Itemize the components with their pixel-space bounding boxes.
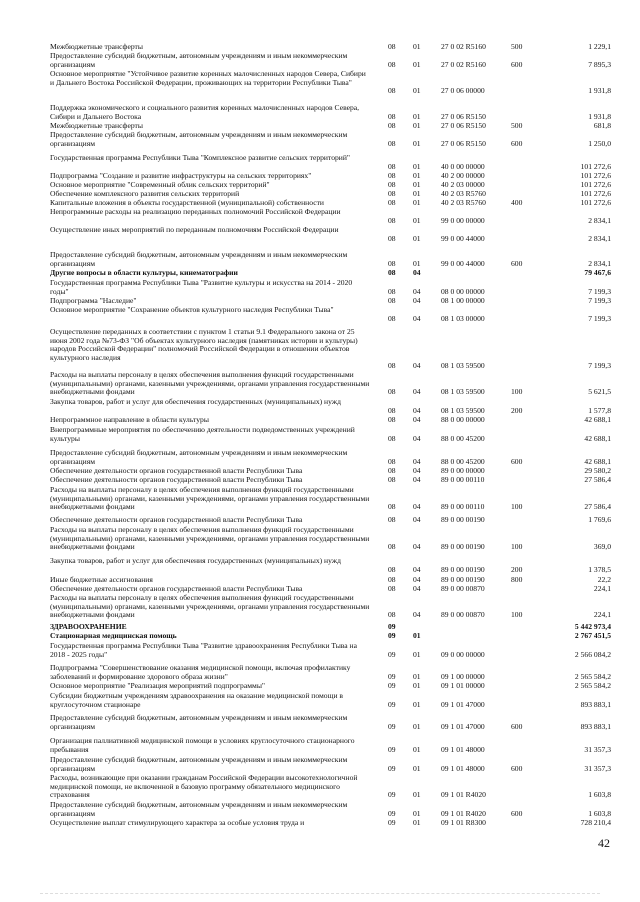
row-name: Подпрограмма "Совершенствование оказания медицинской помощи, включая профилактику заболеваний и формирование здорового образа жизни" <box>50 663 351 681</box>
row-name: Государственная программа Республики Тыва "Комплексное развитие сельских территорий" <box>50 153 351 162</box>
table-row <box>0 526 640 552</box>
expense-type-code: 100 <box>511 502 523 511</box>
subsection-code: 01 <box>413 171 421 180</box>
row-name: Внепрограммные мероприятия по обеспечению деятельности подведомственных учреждений культуры <box>50 425 355 443</box>
target-article-code: 89 0 00 00110 <box>441 502 485 511</box>
target-article-code: 08 1 03 59500 <box>441 405 485 415</box>
table-row <box>0 801 640 818</box>
target-article-code: 89 0 00 00190 <box>441 515 485 524</box>
target-article-code: 09 1 01 00000 <box>441 681 485 690</box>
target-article-code: 89 0 00 00870 <box>441 610 485 619</box>
target-article-code: 89 0 00 00190 <box>441 542 485 551</box>
table-row <box>0 819 640 828</box>
row-name: Осуществление иных мероприятий по переданным полномочиям Российской Федерации <box>50 225 339 234</box>
section-code: 09 <box>388 808 396 818</box>
subsection-code: 01 <box>413 161 421 171</box>
row-name: Межбюджетные трансферты <box>50 121 143 130</box>
subsection-code: 04 <box>413 415 421 424</box>
row-amount: 2 565 584,2 <box>574 671 611 681</box>
section-code: 09 <box>388 790 396 799</box>
section-code: 08 <box>388 258 396 268</box>
section-code: 08 <box>388 198 396 207</box>
row-name: Стационарная медицинская помощь <box>50 631 177 640</box>
row-name: Расходы на выплаты персоналу в целях обеспечения выполнения функций государственными (муниципальными) органами, казенными учреждениями, органами управления государственными внебюджетными фондами <box>50 593 370 619</box>
table-row <box>0 737 640 754</box>
row-name: ЗДРАВООХРАНЕНИЕ <box>50 622 127 631</box>
section-code: 08 <box>388 542 396 551</box>
subsection-code: 01 <box>413 42 421 51</box>
target-article-code: 09 1 01 R8300 <box>441 818 486 827</box>
table-row <box>0 486 640 512</box>
target-article-code: 89 0 00 00110 <box>441 475 485 484</box>
section-code: 09 <box>388 649 396 659</box>
row-amount: 2 834,1 <box>588 233 611 243</box>
subsection-code: 04 <box>413 610 421 619</box>
table-row <box>0 104 640 121</box>
subsection-code: 01 <box>413 790 421 799</box>
table-row <box>0 279 640 296</box>
target-article-code: 99 0 00 00000 <box>441 215 485 225</box>
row-name: Обеспечение деятельности органов государственной власти Республики Тыва <box>50 584 303 593</box>
row-amount: 31 357,3 <box>584 763 611 773</box>
row-name: Основное мероприятие "Реализация мероприятий подпрограммы" <box>50 681 266 690</box>
table-row <box>0 328 640 371</box>
section-code: 08 <box>388 405 396 415</box>
row-name: Предоставление субсидий бюджетным, автономным учреждениям и иным некоммерческим организациям <box>50 250 348 268</box>
target-article-code: 89 0 00 00190 <box>441 564 485 574</box>
row-name: Государственная программа Республики Тыва "Развитие здравоохранения Республики Тыва на 2018 - 2025 годы" <box>50 641 357 659</box>
row-amount: 1 577,8 <box>588 405 611 415</box>
section-code: 08 <box>388 415 396 424</box>
target-article-code: 08 0 00 00000 <box>441 286 485 296</box>
table-row <box>0 774 640 800</box>
target-article-code: 08 1 00 00000 <box>441 296 485 305</box>
table-row <box>0 642 640 659</box>
section-code: 09 <box>388 818 396 827</box>
subsection-code: 04 <box>413 584 421 593</box>
section-code: 08 <box>388 189 396 198</box>
row-amount: 2 565 584,2 <box>574 681 611 690</box>
row-name: Предоставление субсидий бюджетным, автономным учреждениям и иным некоммерческим организациям <box>50 448 348 466</box>
table-row <box>0 516 640 525</box>
subsection-code: 04 <box>413 456 421 466</box>
expense-type-code: 600 <box>511 456 523 466</box>
expense-type-code: 600 <box>511 808 523 818</box>
subsection-code: 01 <box>413 86 421 95</box>
target-article-code: 99 0 00 44000 <box>441 258 485 268</box>
row-amount: 101 272,6 <box>580 189 611 198</box>
expense-type-code: 200 <box>511 405 523 415</box>
row-amount: 31 357,3 <box>584 744 611 754</box>
subsection-code: 04 <box>413 433 421 443</box>
section-code: 09 <box>388 671 396 681</box>
expense-type-code: 600 <box>511 138 523 148</box>
row-amount: 2 834,1 <box>588 258 611 268</box>
row-amount: 42 688,1 <box>584 456 611 466</box>
subsection-code: 01 <box>413 121 421 130</box>
expense-type-code: 600 <box>511 258 523 268</box>
section-code: 08 <box>388 171 396 180</box>
table-row <box>0 714 640 731</box>
row-name: Предоставление субсидий бюджетным, автономным учреждениям и иным некоммерческим организациям <box>50 130 348 148</box>
subsection-code: 01 <box>413 681 421 690</box>
expense-type-code: 100 <box>511 387 523 396</box>
table-row <box>0 664 640 681</box>
table-row <box>0 371 640 397</box>
row-name: Предоставление субсидий бюджетным, автономным учреждениям и иным некоммерческим организациям <box>50 713 348 731</box>
section-code: 08 <box>388 86 396 95</box>
row-name: Государственная программа Республики Тыва "Развитие культуры и искусства на 2014 - 2020 годы" <box>50 278 353 296</box>
row-name: Закупка товаров, работ и услуг для обеспечения государственных (муниципальных) нужд <box>50 397 341 406</box>
target-article-code: 08 1 03 59500 <box>441 361 485 370</box>
section-code: 08 <box>388 313 396 323</box>
target-article-code: 09 1 01 R4020 <box>441 808 486 818</box>
table-row <box>0 306 640 323</box>
row-amount: 224,1 <box>593 584 611 593</box>
target-article-code: 40 2 00 00000 <box>441 171 485 180</box>
table-row <box>0 269 640 278</box>
table-row <box>0 594 640 620</box>
section-code: 08 <box>388 433 396 443</box>
row-amount: 7 199,3 <box>588 286 611 296</box>
subsection-code: 01 <box>413 721 421 731</box>
row-amount: 7 199,3 <box>588 361 611 370</box>
target-article-code: 09 1 00 00000 <box>441 671 485 681</box>
section-code: 09 <box>388 622 396 631</box>
row-name: Капитальные вложения в объекты государственной (муниципальной) собственности <box>50 198 324 207</box>
section-code: 08 <box>388 575 396 584</box>
section-code: 08 <box>388 610 396 619</box>
expense-type-code: 100 <box>511 610 523 619</box>
row-amount: 1 603,8 <box>588 808 611 818</box>
target-article-code: 27 0 02 R5160 <box>441 42 486 51</box>
section-code: 08 <box>388 361 396 370</box>
subsection-code: 01 <box>413 215 421 225</box>
section-code: 09 <box>388 681 396 690</box>
section-code: 08 <box>388 502 396 511</box>
row-name: Непрограммные расходы на реализацию переданных полномочий Российской Федерации <box>50 207 341 216</box>
subsection-code: 04 <box>413 296 421 305</box>
row-amount: 369,0 <box>593 542 611 551</box>
subsection-code: 04 <box>413 542 421 551</box>
section-code: 08 <box>388 42 396 51</box>
table-row <box>0 682 640 691</box>
subsection-code: 01 <box>413 198 421 207</box>
subsection-code: 01 <box>413 818 421 827</box>
target-article-code: 99 0 00 44000 <box>441 233 485 243</box>
target-article-code: 89 0 00 00000 <box>441 466 485 475</box>
row-name: Обеспечение деятельности органов государственной власти Республики Тыва <box>50 475 303 484</box>
subsection-code: 04 <box>413 387 421 396</box>
row-amount: 1 931,8 <box>588 111 611 121</box>
row-amount: 101 272,6 <box>580 161 611 171</box>
table-row <box>0 476 640 485</box>
row-name: Обеспечение комплексного развития сельских территорий <box>50 189 240 198</box>
subsection-code: 04 <box>413 313 421 323</box>
row-amount: 79 467,6 <box>584 268 611 277</box>
row-amount: 2 566 084,2 <box>574 649 611 659</box>
expense-type-code: 400 <box>511 198 523 207</box>
target-article-code: 08 1 03 59500 <box>441 387 485 396</box>
section-code: 08 <box>388 466 396 475</box>
section-code: 08 <box>388 564 396 574</box>
row-amount: 22,2 <box>597 575 611 584</box>
section-code: 08 <box>388 233 396 243</box>
table-row <box>0 251 640 268</box>
row-name: Основное мероприятие "Устойчивое развитие коренных малочисленных народов Севера, Сибири и Дальнего Востока Российской Федерации, проживающих на территории Республики Тыва" <box>50 69 366 87</box>
row-name: Предоставление субсидий бюджетным, автономным учреждениям и иным некоммерческим организациям <box>50 800 348 818</box>
table-row <box>0 154 640 171</box>
row-amount: 2 767 451,5 <box>574 631 611 640</box>
row-amount: 5 621,5 <box>588 387 611 396</box>
subsection-code: 01 <box>413 180 421 189</box>
expense-type-code: 600 <box>511 721 523 731</box>
target-article-code: 88 0 00 00000 <box>441 415 485 424</box>
section-code: 09 <box>388 721 396 731</box>
subsection-code: 01 <box>413 671 421 681</box>
target-article-code: 89 0 00 00190 <box>441 575 485 584</box>
subsection-code: 04 <box>413 268 421 277</box>
row-name: Расходы, возникающие при оказании гражданам Российской Федерации высокотехнологичной медицинской помощи, не включенной в базовую программу обязательного медицинского страхования <box>50 773 358 799</box>
subsection-code: 01 <box>413 233 421 243</box>
section-code: 09 <box>388 631 396 640</box>
row-amount: 101 272,6 <box>580 180 611 189</box>
target-article-code: 09 1 01 48000 <box>441 744 485 754</box>
row-amount: 101 272,6 <box>580 171 611 180</box>
section-code: 08 <box>388 59 396 69</box>
row-amount: 893 883,1 <box>580 699 611 709</box>
section-code: 08 <box>388 296 396 305</box>
section-code: 08 <box>388 138 396 148</box>
section-code: 08 <box>388 456 396 466</box>
section-code: 08 <box>388 286 396 296</box>
row-name: Предоставление субсидий бюджетным, автономным учреждениям и иным некоммерческим организациям <box>50 51 348 69</box>
target-article-code: 08 1 03 00000 <box>441 313 485 323</box>
table-row <box>0 426 640 443</box>
row-amount: 893 883,1 <box>580 721 611 731</box>
subsection-code: 04 <box>413 564 421 574</box>
row-amount: 1 250,0 <box>588 138 611 148</box>
target-article-code: 89 0 00 00870 <box>441 584 485 593</box>
row-amount: 1 229,1 <box>588 42 611 51</box>
row-name: Другие вопросы в области культуры, кинематографии <box>50 268 238 277</box>
row-amount: 27 586,4 <box>584 502 611 511</box>
table-row <box>0 416 640 425</box>
row-amount: 29 580,2 <box>584 466 611 475</box>
row-name: Иные бюджетные ассигнования <box>50 575 153 584</box>
section-code: 09 <box>388 699 396 709</box>
subsection-code: 01 <box>413 189 421 198</box>
table-row <box>0 557 640 574</box>
section-code: 08 <box>388 584 396 593</box>
expense-type-code: 500 <box>511 121 523 130</box>
target-article-code: 09 1 01 47000 <box>441 721 485 731</box>
target-article-code: 09 1 01 47000 <box>441 699 485 709</box>
row-amount: 1 603,8 <box>588 790 611 799</box>
section-code: 09 <box>388 763 396 773</box>
section-code: 09 <box>388 744 396 754</box>
section-code: 08 <box>388 121 396 130</box>
expense-type-code: 500 <box>511 42 523 51</box>
row-name: Расходы на выплаты персоналу в целях обеспечения выполнения функций государственными (муниципальными) органами, казенными учреждениями, органами управления государственными внебюджетными фондами <box>50 525 370 551</box>
row-name: Субсидии бюджетным учреждениям здравоохранения на оказание медицинской помощи в круглосуточном стационаре <box>50 691 343 709</box>
expense-type-code: 600 <box>511 763 523 773</box>
target-article-code: 27 0 06 00000 <box>441 86 485 95</box>
expense-type-code: 800 <box>511 575 523 584</box>
row-amount: 728 210,4 <box>580 818 611 827</box>
target-article-code: 40 2 03 00000 <box>441 180 485 189</box>
section-code: 08 <box>388 215 396 225</box>
row-name: Организация паллиативной медицинской помощи в условиях круглосуточного стационарного пребывания <box>50 736 355 754</box>
target-article-code: 40 0 00 00000 <box>441 161 485 171</box>
row-amount: 1 378,5 <box>588 564 611 574</box>
row-name: Основное мероприятие "Современный облик сельских территорий" <box>50 180 270 189</box>
subsection-code: 04 <box>413 361 421 370</box>
target-article-code: 88 0 00 45200 <box>441 433 485 443</box>
target-article-code: 40 2 03 R5760 <box>441 189 486 198</box>
table-row <box>0 692 640 709</box>
expense-type-code: 100 <box>511 542 523 551</box>
expense-type-code: 200 <box>511 564 523 574</box>
subsection-code: 01 <box>413 59 421 69</box>
row-name: Предоставление субсидий бюджетным, автономным учреждениям и иным некоммерческим организациям <box>50 755 348 773</box>
table-row <box>0 131 640 148</box>
subsection-code: 04 <box>413 466 421 475</box>
row-name: Осуществление выплат стимулирующего характера за особые условия труда и <box>50 818 305 827</box>
row-name: Межбюджетные трансферты <box>50 42 143 51</box>
row-amount: 224,1 <box>593 610 611 619</box>
table-row <box>0 398 640 415</box>
row-amount: 681,8 <box>593 121 611 130</box>
target-article-code: 27 0 06 R5150 <box>441 121 486 130</box>
subsection-code: 01 <box>413 138 421 148</box>
page-number: 42 <box>598 836 610 850</box>
table-row <box>0 226 640 243</box>
subsection-code: 04 <box>413 515 421 524</box>
row-name: Обеспечение деятельности органов государственной власти Республики Тыва <box>50 466 303 475</box>
bottom-divider <box>40 893 600 894</box>
row-amount: 7 895,3 <box>588 59 611 69</box>
subsection-code: 04 <box>413 502 421 511</box>
subsection-code: 01 <box>413 649 421 659</box>
row-amount: 2 834,1 <box>588 215 611 225</box>
row-name: Подпрограмма "Создание и развитие инфраструктуры на сельских территориях" <box>50 171 312 180</box>
table-row <box>0 756 640 773</box>
section-code: 08 <box>388 180 396 189</box>
subsection-code: 01 <box>413 111 421 121</box>
row-amount: 1 931,8 <box>588 86 611 95</box>
subsection-code: 01 <box>413 763 421 773</box>
table-row <box>0 52 640 69</box>
target-article-code: 09 1 01 R4020 <box>441 790 486 799</box>
row-name: Осуществление переданных в соответствии с пунктом 1 статьи 9.1 Федерального закона от 25 июня 2002 года №73-ФЗ "Об объектах культурного наследия (памятниках истории и культуры) народов Российской Федерации" полномочий Российской Федерации в отношении объектов культурного наследия <box>50 327 358 362</box>
target-article-code: 88 0 00 45200 <box>441 456 485 466</box>
subsection-code: 01 <box>413 631 421 640</box>
target-article-code: 27 0 02 R5160 <box>441 59 486 69</box>
row-amount: 42 688,1 <box>584 433 611 443</box>
section-code: 08 <box>388 515 396 524</box>
subsection-code: 04 <box>413 575 421 584</box>
row-amount: 42 688,1 <box>584 415 611 424</box>
row-name: Подпрограмма "Наследие" <box>50 296 137 305</box>
row-name: Расходы на выплаты персоналу в целях обеспечения выполнения функций государственными (муниципальными) органами, казенными учреждениями, органами управления государственными внебюджетными фондами <box>50 485 370 511</box>
section-code: 08 <box>388 111 396 121</box>
row-name: Основное мероприятие "Сохранение объектов культурного наследия Республики Тыва" <box>50 305 334 314</box>
row-amount: 27 586,4 <box>584 475 611 484</box>
row-name: Расходы на выплаты персоналу в целях обеспечения выполнения функций государственными (муниципальными) органами, казенными учреждениями, органами управления государственными внебюджетными фондами <box>50 370 370 396</box>
table-row <box>0 632 640 641</box>
table-row <box>0 208 640 225</box>
target-article-code: 40 2 03 R5760 <box>441 198 486 207</box>
row-name: Непрограммное направление в области культуры <box>50 415 209 424</box>
section-code: 08 <box>388 161 396 171</box>
row-amount: 7 199,3 <box>588 313 611 323</box>
section-code: 08 <box>388 268 396 277</box>
expense-type-code: 600 <box>511 59 523 69</box>
subsection-code: 04 <box>413 286 421 296</box>
target-article-code: 09 0 00 00000 <box>441 649 485 659</box>
table-row <box>0 70 640 96</box>
section-code: 08 <box>388 475 396 484</box>
target-article-code: 09 1 01 48000 <box>441 763 485 773</box>
section-code: 08 <box>388 387 396 396</box>
row-name: Закупка товаров, работ и услуг для обеспечения государственных (муниципальных) нужд <box>50 556 341 565</box>
row-amount: 7 199,3 <box>588 296 611 305</box>
row-amount: 101 272,6 <box>580 198 611 207</box>
row-name: Поддержка экономического и социального развития коренных малочисленных народов Севера, Сибири и Дальнего Востока <box>50 103 360 121</box>
subsection-code: 01 <box>413 258 421 268</box>
subsection-code: 01 <box>413 699 421 709</box>
subsection-code: 01 <box>413 744 421 754</box>
row-name: Обеспечение деятельности органов государственной власти Республики Тыва <box>50 515 303 524</box>
subsection-code: 04 <box>413 475 421 484</box>
target-article-code: 27 0 06 R5150 <box>441 138 486 148</box>
row-amount: 5 442 973,4 <box>574 622 611 631</box>
target-article-code: 27 0 06 R5150 <box>441 111 486 121</box>
table-row <box>0 449 640 466</box>
subsection-code: 04 <box>413 405 421 415</box>
row-amount: 1 769,6 <box>588 515 611 524</box>
subsection-code: 01 <box>413 808 421 818</box>
